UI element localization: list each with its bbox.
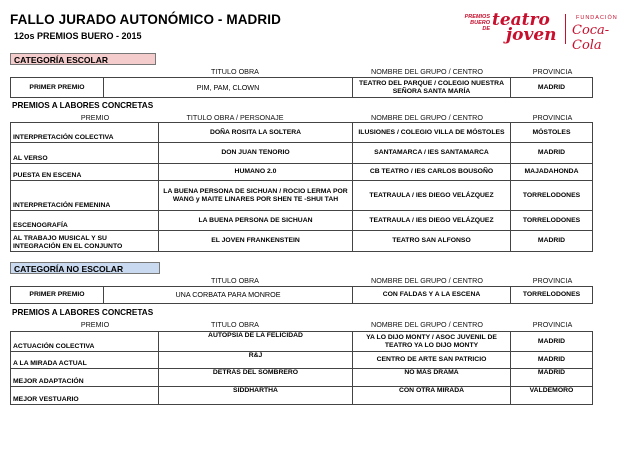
page-title: FALLO JURADO AUTONÓMICO - MADRID: [10, 12, 281, 27]
table-row: [11, 123, 593, 143]
obra-cell: LA BUENA PERSONA DE SICHUAN / ROCIO LERMA POR WANG y MAITE LINARES POR SHEN TE -SHUI TAH: [159, 181, 353, 211]
logo-teatro-text: teatro: [492, 10, 550, 30]
header-premio: PREMIO: [80, 320, 110, 329]
provincia-cell: MADRID: [511, 352, 593, 369]
provincia-cell: MADRID: [511, 369, 593, 387]
premios-buero-logo: [450, 10, 635, 53]
grupo-cell: TEATRAULA / IES DIEGO VELÁZQUEZ: [353, 181, 511, 211]
primer-premio-escolar-table: [10, 77, 593, 98]
primer-premio-provincia: TORRELODONES: [511, 287, 593, 304]
category-no-escolar-label: CATEGORÍA NO ESCOLAR: [10, 262, 160, 274]
primer-premio-label: PRIMER PREMIO: [11, 287, 104, 304]
premio-cell: INTERPRETACIÓN FEMENINA: [11, 181, 159, 211]
table-row: [11, 211, 593, 231]
header-provincia: PROVINCIA: [532, 320, 573, 329]
header-nombre-grupo: NOMBRE DEL GRUPO / CENTRO: [371, 67, 483, 76]
provincia-cell: MADRID: [511, 143, 593, 164]
premio-cell: PUESTA EN ESCENA: [11, 164, 159, 181]
obra-cell: HUMANO 2.0: [159, 164, 353, 181]
premio-cell: AL TRABAJO MUSICAL Y SU INTEGRACIÓN EN EL CONJUNTO: [11, 231, 159, 252]
logo-premios-text: PREMIOS: [464, 14, 490, 20]
obra-cell: SIDDHARTHA: [159, 387, 353, 405]
logo-de-text: DE: [482, 26, 490, 32]
premio-cell: A LA MIRADA ACTUAL: [11, 352, 159, 369]
category-escolar-label: CATEGORÍA ESCOLAR: [10, 53, 156, 65]
labores-no-escolar-title: PREMIOS A LABORES CONCRETAS: [12, 308, 154, 317]
grupo-cell: CB TEATRO / IES CARLOS BOUSOÑO: [353, 164, 511, 181]
header-titulo-obra: TITULO OBRA: [211, 320, 259, 329]
header-provincia: PROVINCIA: [532, 276, 573, 285]
grupo-cell: YA LO DIJO MONTY / ASOC JUVENIL DE TEATRO YA LO DIJO MONTY: [353, 332, 511, 352]
grupo-cell: CON OTRA MIRADA: [353, 387, 511, 405]
provincia-cell: MADRID: [511, 231, 593, 252]
table-row: [11, 352, 593, 369]
header-titulo-personaje: TITULO OBRA / PERSONAJE: [186, 113, 284, 122]
premio-cell: AL VERSO: [11, 143, 159, 164]
provincia-cell: TORRELODONES: [511, 211, 593, 231]
premio-cell: MEJOR ADAPTACIÓN: [11, 369, 159, 387]
logo-joven-text: joven: [506, 25, 557, 45]
table-row: [11, 231, 593, 252]
obra-cell: LA BUENA PERSONA DE SICHUAN: [159, 211, 353, 231]
primer-premio-provincia: MADRID: [511, 78, 593, 98]
logo-buero-text: BUERO: [470, 20, 490, 26]
primer-premio-obra: PIM, PAM, CLOWN: [104, 78, 353, 98]
header-nombre-grupo: NOMBRE DEL GRUPO / CENTRO: [371, 113, 483, 122]
header-premio: PREMIO: [80, 113, 110, 122]
table-row: [11, 181, 593, 211]
header-titulo-obra: TITULO OBRA: [211, 276, 259, 285]
obra-cell: DETRÁS DEL SOMBRERO: [159, 369, 353, 387]
provincia-cell: TORRELODONES: [511, 181, 593, 211]
provincia-cell: MAJADAHONDA: [511, 164, 593, 181]
table-row: [11, 369, 593, 387]
coca-cola-logo-text: Coca-Cola: [572, 23, 610, 53]
obra-cell: DON JUAN TENORIO: [159, 143, 353, 164]
primer-premio-obra: UNA CORBATA PARA MONROE: [104, 287, 353, 304]
header-provincia: PROVINCIA: [532, 67, 573, 76]
grupo-cell: TEATRAULA / IES DIEGO VELÁZQUEZ: [353, 211, 511, 231]
page-subtitle: 12os PREMIOS BUERO - 2015: [14, 31, 142, 41]
grupo-cell: NO MÁS DRAMA: [353, 369, 511, 387]
table-row: [11, 287, 593, 304]
labores-escolar-title: PREMIOS A LABORES CONCRETAS: [12, 101, 154, 110]
header-nombre-grupo: NOMBRE DEL GRUPO / CENTRO: [371, 320, 483, 329]
primer-premio-grupo: TEATRO DEL PARQUE / COLEGIO NUESTRA SEÑORA SANTA MARÍA: [353, 78, 511, 98]
logo-divider: [565, 14, 566, 44]
primer-premio-no-escolar-table: [10, 286, 593, 304]
header-provincia: PROVINCIA: [532, 113, 573, 122]
grupo-cell: ILUSIONES / COLEGIO VILLA DE MÓSTOLES: [353, 123, 511, 143]
obra-cell: R&J: [159, 352, 353, 369]
provincia-cell: MADRID: [511, 332, 593, 352]
table-row: [11, 332, 593, 352]
grupo-cell: CENTRO DE ARTE SAN PATRICIO: [353, 352, 511, 369]
table-row: [11, 164, 593, 181]
obra-cell: DOÑA ROSITA LA SOLTERA: [159, 123, 353, 143]
table-row: [11, 387, 593, 405]
premio-cell: MEJOR VESTUARIO: [11, 387, 159, 405]
logo-fundacion-text: FUNDACIÓN: [576, 15, 618, 21]
obra-cell: EL JOVEN FRANKENSTEIN: [159, 231, 353, 252]
grupo-cell: SANTAMARCA / IES SANTAMARCA: [353, 143, 511, 164]
labores-no-escolar-table: [10, 331, 593, 405]
table-row: [11, 143, 593, 164]
primer-premio-label: PRIMER PREMIO: [11, 78, 104, 98]
primer-premio-grupo: CON FALDAS Y A LA ESCENA: [353, 287, 511, 304]
premio-cell: INTERPRETACIÓN COLECTIVA: [11, 123, 159, 143]
header-nombre-grupo: NOMBRE DEL GRUPO / CENTRO: [371, 276, 483, 285]
provincia-cell: MÓSTOLES: [511, 123, 593, 143]
obra-cell: AUTOPSIA DE LA FELICIDAD: [159, 332, 353, 352]
labores-escolar-table: [10, 122, 593, 252]
premio-cell: ESCENOGRAFÍA: [11, 211, 159, 231]
premio-cell: ACTUACIÓN COLECTIVA: [11, 332, 159, 352]
header-titulo-obra: TITULO OBRA: [211, 67, 259, 76]
table-row: [11, 78, 593, 98]
grupo-cell: TEATRO SAN ALFONSO: [353, 231, 511, 252]
provincia-cell: VALDEMORO: [511, 387, 593, 405]
